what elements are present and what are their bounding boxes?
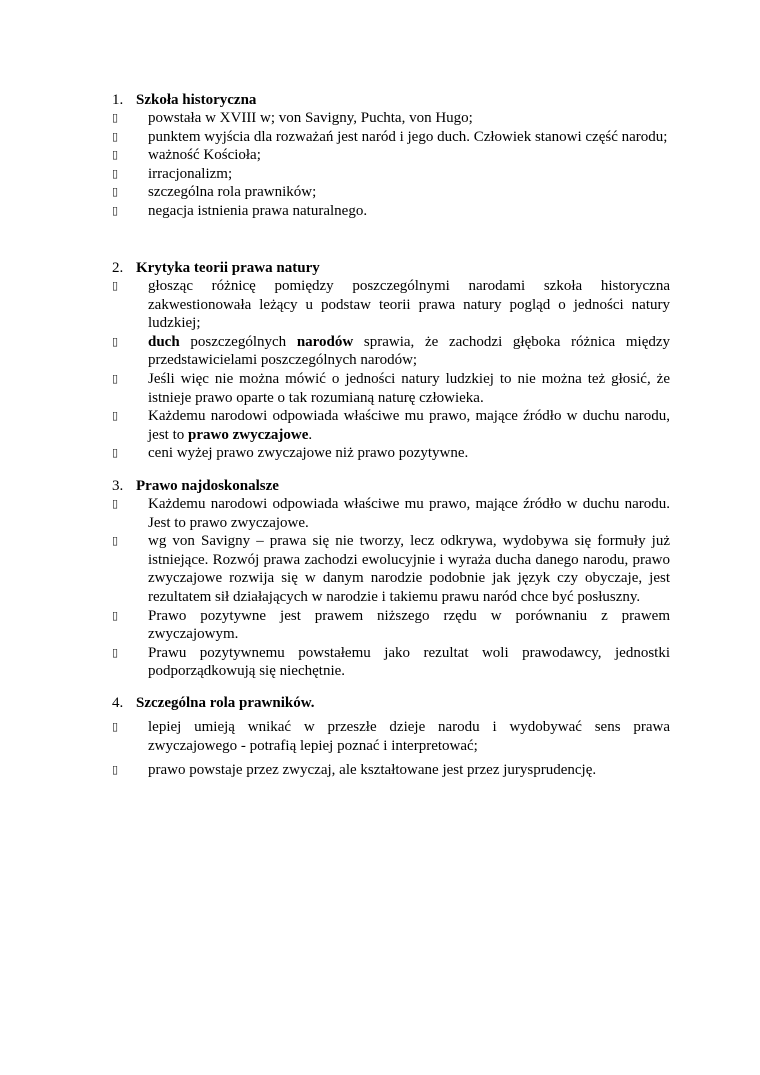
list-item: ▯ prawo powstaje przez zwyczaj, ale kształtowane jest przez jurysprudencję. xyxy=(112,762,597,779)
section-3 xyxy=(112,477,670,681)
section-number: 1. xyxy=(112,92,124,108)
list-item: ▯ ważność Kościoła; xyxy=(112,147,261,164)
section-heading xyxy=(112,259,670,277)
list-item: ▯ Każdemu narodowi odpowiada właściwe mu prawo, mające źródło w duchu narodu. Jest to prawo zwyczajowe. xyxy=(112,496,670,531)
list-item: ▯ Prawo pozytywne jest prawem niższego rzędu w porównaniu z prawem zwyczajowym. xyxy=(112,607,670,643)
bullet-icon: ▯ xyxy=(112,279,119,292)
bullet-icon: ▯ xyxy=(112,409,119,423)
list-item: ▯ powstała w XVIII w; von Savigny, Puchta, von Hugo; xyxy=(112,110,473,126)
section-title: Szczególna rola prawników. xyxy=(136,695,315,711)
bullet-icon: ▯ xyxy=(112,371,119,385)
section-title: Prawo najdoskonalsze xyxy=(136,478,279,494)
bullet-icon: ▯ xyxy=(112,608,119,622)
list-item: ▯ Prawu pozytywnemu powstałemu jako rezultat woli prawodawcy, jednostki podporządkowują się niechętnie. xyxy=(112,644,670,680)
section-2 xyxy=(112,259,670,463)
list-item: ▯ Jeśli więc nie można mówić o jedności natury ludzkiej to nie można też głosić, że istnieje prawo oparte o tak rozumianą naturę człowieka. xyxy=(112,370,670,406)
list-item: ▯ punktem wyjścia dla rozważań jest naród i jego duch. Człowiek stanowi część narodu; xyxy=(112,128,668,145)
bullet-icon: ▯ xyxy=(112,497,119,510)
list-item: ▯ negacja istnienia prawa naturalnego. xyxy=(112,202,368,219)
section-number: 3. xyxy=(112,478,124,494)
list-item: ▯ Każdemu narodowi odpowiada właściwe mu prawo, mające źródło w duchu narodu, jest to prawo zwyczajowe. xyxy=(112,408,670,443)
section-title: Szkoła historyczna xyxy=(136,92,257,108)
list-item: ▯ szczególna rola prawników; xyxy=(112,184,317,201)
bullet-icon: ▯ xyxy=(112,203,119,217)
list-item: ▯ ceni wyżej prawo zwyczajowe niż prawo pozytywne. xyxy=(112,445,469,462)
section-heading xyxy=(112,91,670,109)
bullet-icon: ▯ xyxy=(112,334,119,348)
bullet-icon: ▯ xyxy=(112,534,119,548)
bullet-icon: ▯ xyxy=(112,111,119,124)
bullet-icon: ▯ xyxy=(112,645,119,659)
bullet-icon: ▯ xyxy=(112,763,119,777)
bullet-icon: ▯ xyxy=(112,446,119,460)
section-4 xyxy=(112,694,670,780)
section-number: 4. xyxy=(112,695,124,711)
bullet-icon: ▯ xyxy=(112,185,119,199)
section-title: Krytyka teorii prawa natury xyxy=(136,260,320,276)
list-item: ▯ głosząc różnicę pomiędzy poszczególnymi narodami szkoła historyczna zakwestionowała leżący u podstaw teorii prawa natury pogląd o jedności natury ludzkiej; xyxy=(112,278,670,332)
section-1 xyxy=(112,91,670,221)
list-item: ▯ duch poszczególnych narodów sprawia, że zachodzi głęboka różnica między przedstawicielami poszczególnych narodów; xyxy=(112,333,671,369)
list-item: ▯ irracjonalizm; xyxy=(112,165,233,182)
bullet-icon: ▯ xyxy=(112,148,119,162)
section-heading xyxy=(112,477,670,495)
bullet-icon: ▯ xyxy=(112,166,119,180)
section-heading xyxy=(112,694,670,712)
section-number: 2. xyxy=(112,260,124,276)
list-item: ▯ lepiej umieją wnikać w przeszłe dzieje narodu i wydobywać sens prawa zwyczajowego - potrafią lepiej poznać i interpretować; xyxy=(112,719,670,754)
bullet-icon: ▯ xyxy=(112,129,119,143)
list-item: ▯ wg von Savigny – prawa się nie tworzy, lecz odkrywa, wydobywa się formuły już istniejące. Rozwój prawa zachodzi ewolucyjnie i wyraża ducha danego narodu, prawo zwyczajowe rozwija się w danym narodzie podobnie jak język czy obyczaje, jest rezultatem sił działających w narodzie i takiemu prawu naród chce być posłuszny. xyxy=(112,533,670,605)
bullet-icon: ▯ xyxy=(112,720,119,733)
